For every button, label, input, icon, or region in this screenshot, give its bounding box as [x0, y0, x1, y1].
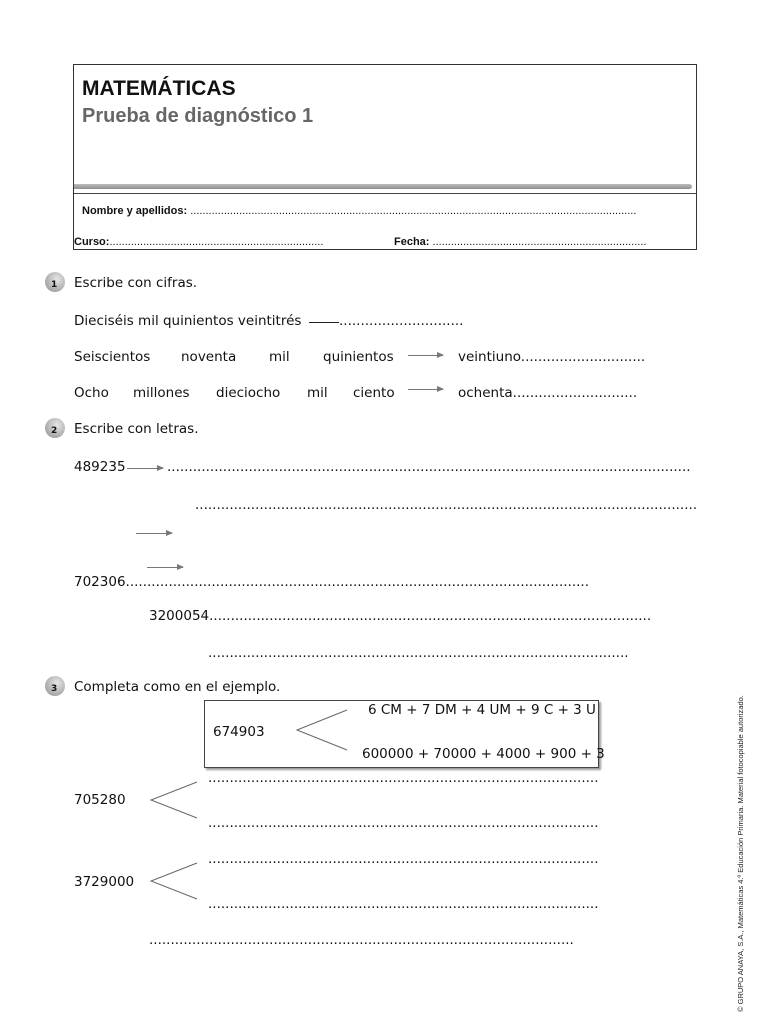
page-title: MATEMÁTICAS — [82, 77, 236, 100]
section-2-number-badge: 2 — [45, 418, 65, 438]
s1-line3-word-2: millones — [133, 385, 190, 401]
s1-line3-end[interactable]: ochenta............................. — [458, 385, 638, 401]
date-field[interactable] — [394, 236, 646, 248]
s1-line3-word-3: dieciocho — [216, 385, 281, 401]
s1-line3-word-1: Ocho — [74, 385, 109, 401]
s1-line1-text: Dieciséis mil quinientos veintitrés — [74, 313, 302, 329]
s2-n3-dots-2[interactable]: .................................................................................................. — [208, 645, 629, 661]
s1-line1-dash — [309, 322, 339, 323]
s2-n3-dots[interactable]: ....................................................................................................... — [209, 608, 652, 624]
section-2-instruction: Escribe con letras. — [74, 421, 199, 437]
s2-n3-arrow-icon — [147, 567, 183, 568]
s2-n1-arrow-icon — [127, 468, 163, 469]
s3-n2-branch-icon — [149, 862, 199, 900]
s2-number-2: 702306............................................................................................................ — [74, 574, 590, 590]
s1-line2-end[interactable]: veintiuno............................. — [458, 349, 646, 365]
s1-line2-word-4: quinientos — [323, 349, 394, 365]
s2-n2-dots[interactable]: ............................................................................................................ — [125, 574, 590, 590]
course-field[interactable] — [74, 236, 323, 248]
s1-line3-arrow-icon — [408, 389, 443, 390]
date-label: Fecha: — [394, 236, 430, 248]
section-1-number-badge: 1 — [45, 272, 65, 292]
s3-final-dots[interactable]: ................................................................................................... — [149, 932, 574, 948]
s2-n1-dots[interactable]: .......................................................................................................................... — [167, 459, 691, 475]
section-3-instruction: Completa como en el ejemplo. — [74, 679, 281, 695]
name-dots: .................................................................................................................................................. — [190, 205, 637, 217]
example-branch-icon — [295, 709, 349, 751]
date-dots: ...................................................................... — [432, 236, 647, 248]
course-dots: ...................................................................... — [109, 236, 324, 248]
s2-number-1: 489235 — [74, 459, 126, 475]
header-divider-shadow — [74, 184, 692, 189]
s1-line3-word-4: mil — [307, 385, 328, 401]
s2-n2-arrow-icon — [136, 533, 172, 534]
header-box — [73, 64, 697, 250]
example-number: 674903 — [213, 724, 265, 740]
name-field[interactable] — [82, 205, 636, 217]
s1-line2-word-3: mil — [269, 349, 290, 365]
s1-line2-word-2: noventa — [181, 349, 237, 365]
example-box — [204, 700, 605, 768]
course-label: Curso: — [74, 236, 110, 248]
example-bottom-expression: 600000 + 70000 + 4000 + 900 + 3 — [362, 746, 605, 762]
s3-number-2: 3729000 — [74, 874, 135, 890]
s3-n2-dots-bottom[interactable]: ........................................................................................... — [208, 896, 599, 912]
s3-n1-dots-top[interactable]: ........................................................................................... — [208, 770, 599, 786]
header-divider — [74, 193, 696, 194]
section-1-instruction: Escribe con cifras. — [74, 275, 198, 291]
s1-line1-dots[interactable]: ............................. — [339, 313, 464, 329]
example-top-expression: 6 CM + 7 DM + 4 UM + 9 C + 3 U — [368, 702, 596, 718]
s3-number-1: 705280 — [74, 792, 126, 808]
section-3-number-badge: 3 — [45, 676, 65, 696]
s1-line2-arrow-icon — [408, 355, 443, 356]
s2-n1-dots-2[interactable]: ..................................................................................................................... — [195, 497, 698, 513]
s1-line3-word-5: ciento — [353, 385, 395, 401]
s3-n1-branch-icon — [149, 781, 199, 819]
page-subtitle: Prueba de diagnóstico 1 — [82, 105, 314, 127]
name-label: Nombre y apellidos: — [82, 205, 188, 217]
s1-line2-word-1: Seiscientos — [74, 349, 151, 365]
copyright-side-note: © GRUPO ANAYA, S.A., Matemáticas 4.º Educación Primaria. Material fotocopiable autorizado. — [736, 695, 745, 1012]
s3-n2-dots-top[interactable]: ........................................................................................... — [208, 851, 599, 867]
s2-number-3: 3200054....................................................................................................... — [149, 608, 652, 624]
s3-n1-dots-bottom[interactable]: ........................................................................................... — [208, 815, 599, 831]
